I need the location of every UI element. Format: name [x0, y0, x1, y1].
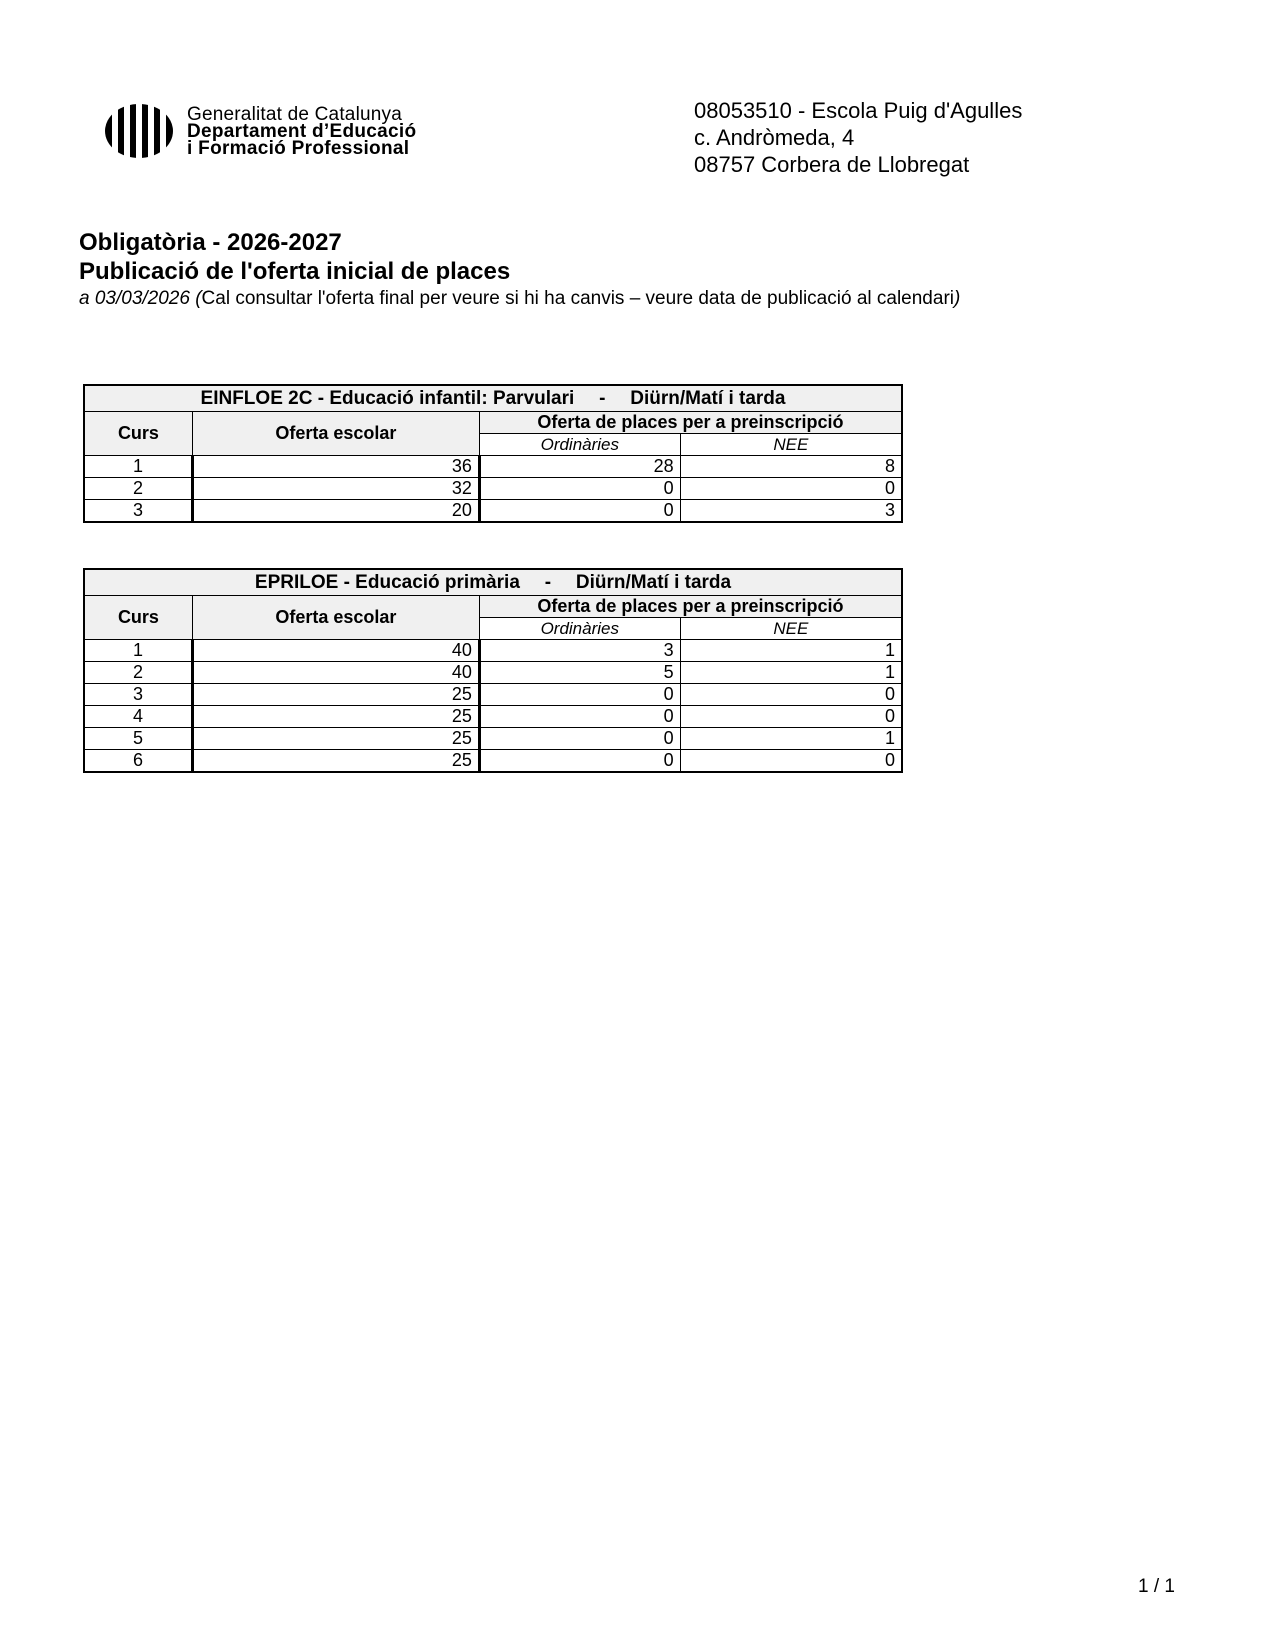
table-cell: 0 — [680, 750, 902, 773]
school-street: c. Andròmeda, 4 — [694, 125, 855, 150]
table-cell: 2 — [84, 662, 192, 684]
table-cell: 0 — [479, 750, 680, 773]
table-cell: 3 — [84, 500, 192, 523]
school-city: 08757 Corbera de Llobregat — [694, 152, 970, 177]
table-cell: 5 — [84, 728, 192, 750]
document-title: Obligatòria - 2026-2027 — [79, 229, 342, 256]
table-cell: 25 — [192, 750, 479, 773]
publication-date: a 03/03/2026 ( — [79, 288, 202, 309]
table-cell: 0 — [680, 706, 902, 728]
table-cell: 6 — [84, 750, 192, 773]
catalonia-seal-icon — [103, 102, 175, 160]
table-row — [84, 456, 902, 478]
column-group-preinscripcio: Oferta de places per a preinscripció — [479, 596, 902, 618]
table-cell: 8 — [680, 456, 902, 478]
table-cell: 0 — [479, 500, 680, 523]
school-address — [694, 97, 1022, 178]
column-header-curs: Curs — [84, 596, 192, 640]
table-row — [84, 662, 902, 684]
offer-table-infantil — [83, 384, 903, 523]
table-row — [84, 684, 902, 706]
table-cell: 1 — [680, 728, 902, 750]
table-cell: 4 — [84, 706, 192, 728]
table-row — [84, 750, 902, 773]
table-cell: 1 — [84, 456, 192, 478]
table-cell: 25 — [192, 706, 479, 728]
table-cell: 32 — [192, 478, 479, 500]
table-cell: 2 — [84, 478, 192, 500]
publication-note — [79, 286, 960, 312]
offer-table-primaria — [83, 568, 903, 773]
table-cell: 28 — [479, 456, 680, 478]
table-cell: 1 — [84, 640, 192, 662]
table-cell: 40 — [192, 640, 479, 662]
column-group-preinscripcio: Oferta de places per a preinscripció — [479, 412, 902, 434]
table-row — [84, 728, 902, 750]
table-title: EINFLOE 2C - Educació infantil: Parvulari - Diürn/Matí i tarda — [84, 385, 902, 412]
table-cell: 3 — [680, 500, 902, 523]
school-code-name: 08053510 - Escola Puig d'Agulles — [694, 98, 1023, 123]
table-cell: 25 — [192, 728, 479, 750]
table-cell: 25 — [192, 684, 479, 706]
column-header-curs: Curs — [84, 412, 192, 456]
table-cell: 0 — [680, 478, 902, 500]
table-row — [84, 478, 902, 500]
document-subtitle: Publicació de l'oferta inicial de places — [79, 258, 511, 285]
table-cell: 1 — [680, 640, 902, 662]
table-cell: 0 — [479, 478, 680, 500]
table-cell: 0 — [479, 706, 680, 728]
table-cell: 36 — [192, 456, 479, 478]
publication-note-close: ) — [954, 288, 961, 309]
publication-note-text: Cal consultar l'oferta final per veure si hi ha canvis – veure data de publicació al calendari — [201, 288, 954, 309]
logo-line-department: Departament d’Educació — [187, 120, 417, 142]
column-header-nee: NEE — [680, 618, 902, 640]
table-cell: 40 — [192, 662, 479, 684]
table-cell: 0 — [680, 684, 902, 706]
table-row — [84, 706, 902, 728]
table-row — [84, 640, 902, 662]
column-header-nee: NEE — [680, 434, 902, 456]
column-header-ordinaries: Ordinàries — [479, 434, 680, 456]
table-row — [84, 500, 902, 523]
column-header-oferta: Oferta escolar — [192, 596, 479, 640]
table-cell: 5 — [479, 662, 680, 684]
table-title: EPRILOE - Educació primària - Diürn/Matí i tarda — [84, 569, 902, 596]
table-cell: 0 — [479, 684, 680, 706]
document-titles — [79, 228, 960, 312]
table-cell: 20 — [192, 500, 479, 523]
table-cell: 1 — [680, 662, 902, 684]
table-cell: 0 — [479, 728, 680, 750]
table-cell: 3 — [84, 684, 192, 706]
table-cell: 3 — [479, 640, 680, 662]
logo-line-generalitat: Generalitat de Catalunya — [187, 103, 402, 125]
column-header-oferta: Oferta escolar — [192, 412, 479, 456]
generalitat-logo — [103, 101, 503, 161]
logo-line-formacio: i Formació Professional — [187, 137, 410, 159]
page-number: 1 / 1 — [1138, 1576, 1175, 1597]
column-header-ordinaries: Ordinàries — [479, 618, 680, 640]
